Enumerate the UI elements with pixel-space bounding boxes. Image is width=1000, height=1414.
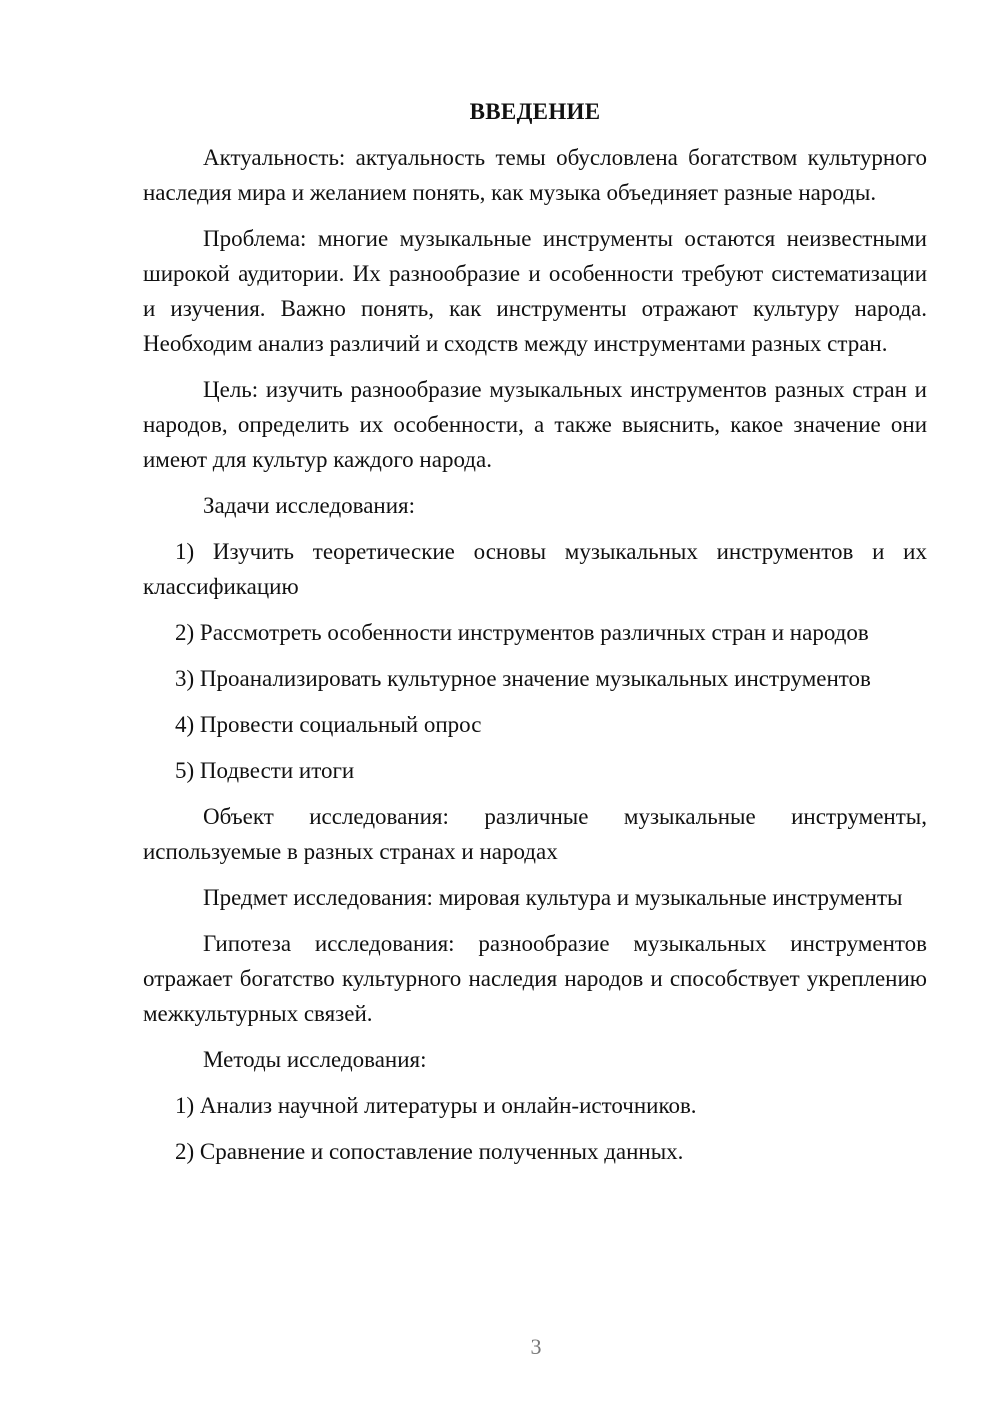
problem-paragraph: Проблема: многие музыкальные инструменты остаются неизвестными широкой аудитории. Их разнообразие и особенности требуют систематизации и изучения. Важно понять, как инструменты отражают культуру народа. Необходим анализ различий и сходств между инструментами разных стран. <box>143 226 927 356</box>
page-content <box>143 95 927 1180</box>
method-item-2: 2) Сравнение и сопоставление полученных данных. <box>175 1139 684 1164</box>
methods-label: Методы исследования: <box>203 1047 427 1072</box>
relevance-paragraph: Актуальность: актуальность темы обусловлена богатством культурного наследия мира и желанием понять, как музыка объединяет разные народы. <box>143 145 927 205</box>
section-heading: ВВЕДЕНИЕ <box>469 99 601 124</box>
task-item-4: 4) Провести социальный опрос <box>175 712 482 737</box>
tasks-label: Задачи исследования: <box>203 493 416 518</box>
task-item-1: 1) Изучить теоретические основы музыкальных инструментов и их классификацию <box>143 539 927 599</box>
object-paragraph: Объект исследования: различные музыкальные инструменты, используемые в разных странах и народах <box>143 804 927 864</box>
subject-paragraph: Предмет исследования: мировая культура и музыкальные инструменты <box>203 885 903 910</box>
task-item-5: 5) Подвести итоги <box>175 758 355 783</box>
page-number: 3 <box>530 1334 542 1359</box>
goal-paragraph: Цель: изучить разнообразие музыкальных инструментов разных стран и народов, определить их особенности, а также выяснить, какое значение они имеют для культур каждого народа. <box>143 377 927 472</box>
method-item-1: 1) Анализ научной литературы и онлайн-источников. <box>175 1093 697 1118</box>
task-item-2: 2) Рассмотреть особенности инструментов различных стран и народов <box>175 620 869 645</box>
hypothesis-paragraph: Гипотеза исследования: разнообразие музыкальных инструментов отражает богатство культурного наследия народов и способствует укреплению межкультурных связей. <box>143 931 927 1026</box>
task-item-3: 3) Проанализировать культурное значение музыкальных инструментов <box>175 666 871 691</box>
